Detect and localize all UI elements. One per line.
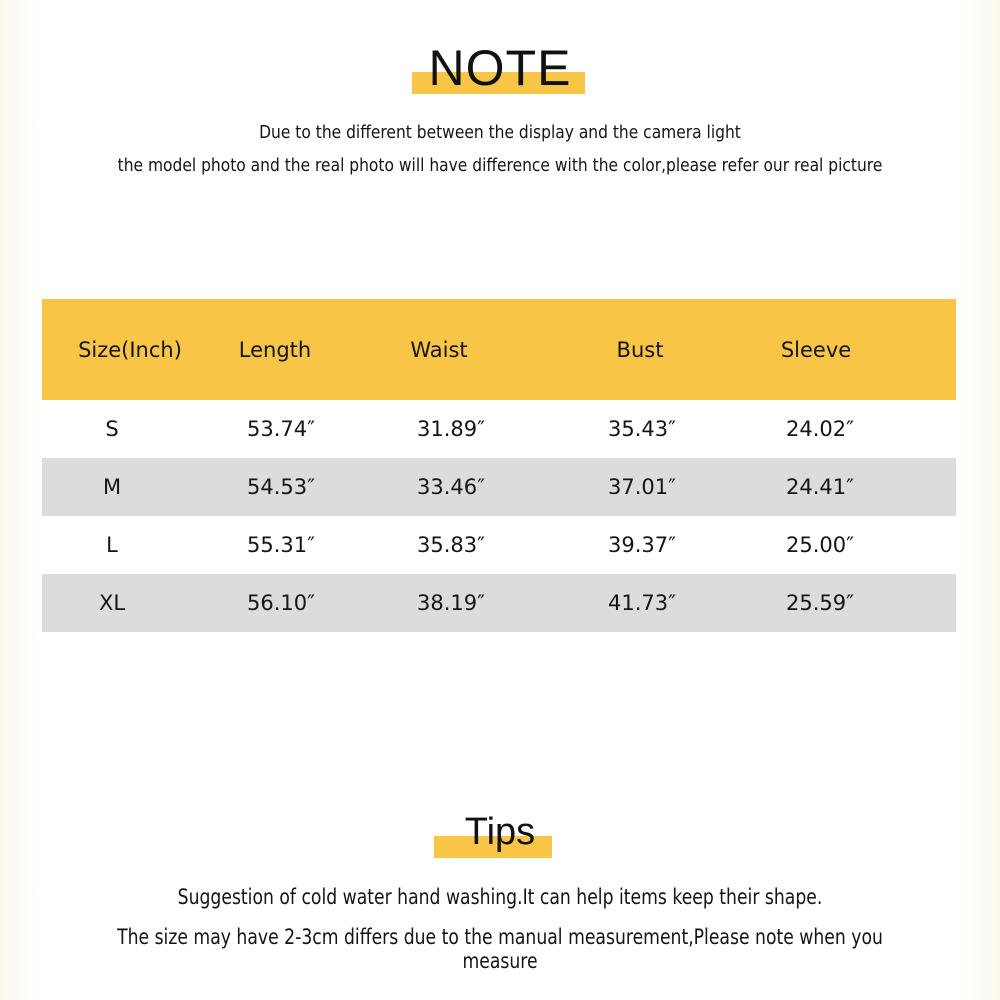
size-table bbox=[42, 299, 956, 632]
header-length: Length bbox=[238, 337, 312, 362]
note-title: NOTE bbox=[428, 40, 572, 96]
note-text-line-1: Due to the different between the display and the camera light bbox=[259, 122, 741, 143]
size-cell: XL bbox=[98, 591, 126, 615]
bust-cell: 37.01″ bbox=[608, 475, 676, 499]
note-heading bbox=[0, 38, 1000, 98]
note-text-line-2: the model photo and the real photo will have difference with the color,please refer our real picture bbox=[117, 155, 883, 176]
waist-cell: 33.46″ bbox=[417, 475, 485, 499]
header-size: Size(Inch) bbox=[78, 337, 182, 362]
header-bust: Bust bbox=[616, 337, 664, 362]
size-cell: L bbox=[106, 533, 118, 557]
sleeve-cell: 24.41″ bbox=[786, 475, 854, 499]
table-row bbox=[42, 400, 956, 458]
sleeve-cell: 25.00″ bbox=[786, 533, 854, 557]
tips-text-line-2: The size may have 2-3cm differs due to the manual measurement,Please note when you measure bbox=[117, 925, 883, 973]
table-header-row bbox=[42, 299, 956, 400]
bust-cell: 35.43″ bbox=[608, 417, 676, 441]
length-cell: 53.74″ bbox=[247, 417, 315, 441]
tips-title: Tips bbox=[464, 811, 536, 853]
length-cell: 56.10″ bbox=[247, 591, 315, 615]
table-row bbox=[42, 516, 956, 574]
waist-cell: 31.89″ bbox=[417, 417, 485, 441]
header-waist: Waist bbox=[410, 337, 468, 362]
bust-cell: 41.73″ bbox=[608, 591, 676, 615]
length-cell: 54.53″ bbox=[247, 475, 315, 499]
sleeve-cell: 25.59″ bbox=[786, 591, 854, 615]
waist-cell: 35.83″ bbox=[417, 533, 485, 557]
length-cell: 55.31″ bbox=[247, 533, 315, 557]
table-row bbox=[42, 458, 956, 516]
table-row bbox=[42, 574, 956, 632]
header-sleeve: Sleeve bbox=[780, 337, 852, 362]
size-cell: M bbox=[102, 475, 122, 499]
tips-heading bbox=[0, 806, 1000, 862]
sleeve-cell: 24.02″ bbox=[786, 417, 854, 441]
bust-cell: 39.37″ bbox=[608, 533, 676, 557]
waist-cell: 38.19″ bbox=[417, 591, 485, 615]
tips-text-line-1: Suggestion of cold water hand washing.It can help items keep their shape. bbox=[177, 885, 823, 909]
size-cell: S bbox=[105, 417, 119, 441]
